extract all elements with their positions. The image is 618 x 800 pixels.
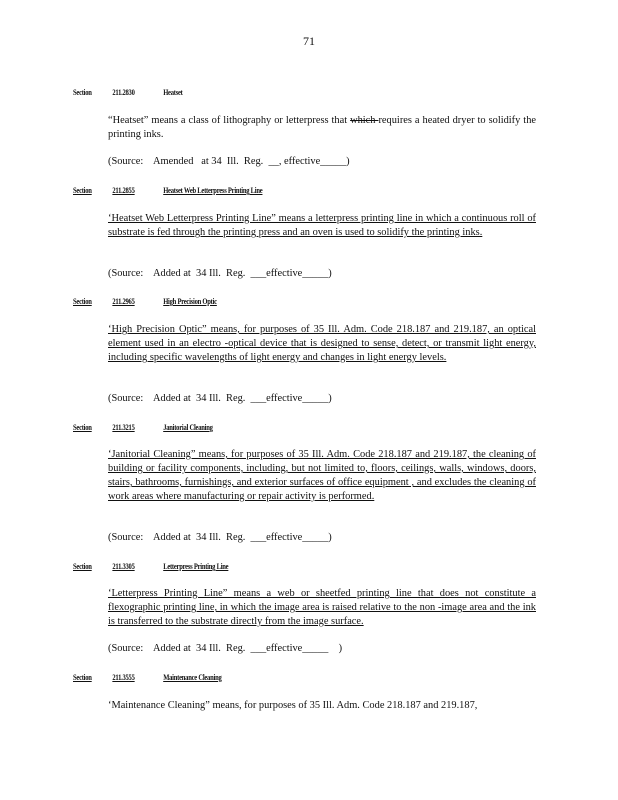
definition-maintenance-cleaning: ‘Maintenance Cleaning” means, for purposes of 35 Ill. Adm. Code 218.187 and 219.187, [108,700,478,711]
section-label: Section [73,186,92,195]
section-number: 211.3305 [112,562,135,571]
section-number: 211.2965 [112,297,135,306]
source-note: (Source: Added at 34 Ill. Reg. ___effective_____) [108,268,332,279]
section-number: 211.2830 [112,88,135,97]
section-label: Section [73,88,92,97]
source-note: (Source: Added at 34 Ill. Reg. ___effective_____) [108,532,332,543]
definition-heatset-web: ‘Heatset Web Letterpress Printing Line” means a letterpress printing line in which a continuous roll of substrate is fed through the printing press and an oven is used to solidify the printing inks. [108,213,536,238]
page-number: 71 [303,34,315,48]
section-label: Section [73,423,92,432]
definition-letterpress-printing-line: ‘Letterpress Printing Line” means a web or sheetfed printing line that does not constitute a flexographic printing line, in which the image area is raised relative to the non -image area and the ink is transferred to the substrate directly from the image surface. [108,588,536,627]
section-title: Maintenance Cleaning [163,673,222,682]
source-note: (Source: Added at 34 Ill. Reg. ___effective_____ ) [108,643,343,654]
section-label: Section [73,673,92,682]
definition-text: “Heatset” means a class of lithography or letterpress that [108,115,351,126]
definition-heatset [108,114,536,142]
section-number: 211.2855 [112,186,135,195]
section-number: 211.3215 [112,423,135,432]
definition-text-cont: requires a heated dryer to solidify the printing inks. [108,115,537,140]
definition-janitorial-cleaning: ‘Janitorial Cleaning” means, for purposes of 35 Ill. Adm. Code 218.187 and 219.187, the cleaning of building or facility components, including, but not limited to, floors, ceilings, walls, windows, doors, stairs, bathrooms, furnishings, and exterior surfaces of office equipment , and excludes the cleaning of work areas where manufacturing or repair activity is performed. [108,449,536,502]
section-title: Letterpress Printing Line [163,562,229,571]
source-note: (Source: Amended at 34 Ill. Reg. __, effective_____) [108,156,350,167]
source-note: (Source: Added at 34 Ill. Reg. ___effective_____) [108,393,332,404]
section-label: Section [73,297,92,306]
section-title: Heatset Web Letterpress Printing Line [163,186,263,195]
definition-high-precision-optic: ‘High Precision Optic” means, for purposes of 35 Ill. Adm. Code 218.187 and 219.187, an optical element used in an electro -optical device that is designed to sense, detect, or transmit light energy, including specific wavelengths of light energy and changes in light energy levels. [108,324,536,363]
section-number: 211.3555 [112,673,135,682]
section-title: Janitorial Cleaning [163,423,213,432]
section-title: High Precision Optic [163,297,217,306]
section-label: Section [73,562,92,571]
section-title: Heatset [163,88,183,97]
struck-text: which [350,115,379,126]
